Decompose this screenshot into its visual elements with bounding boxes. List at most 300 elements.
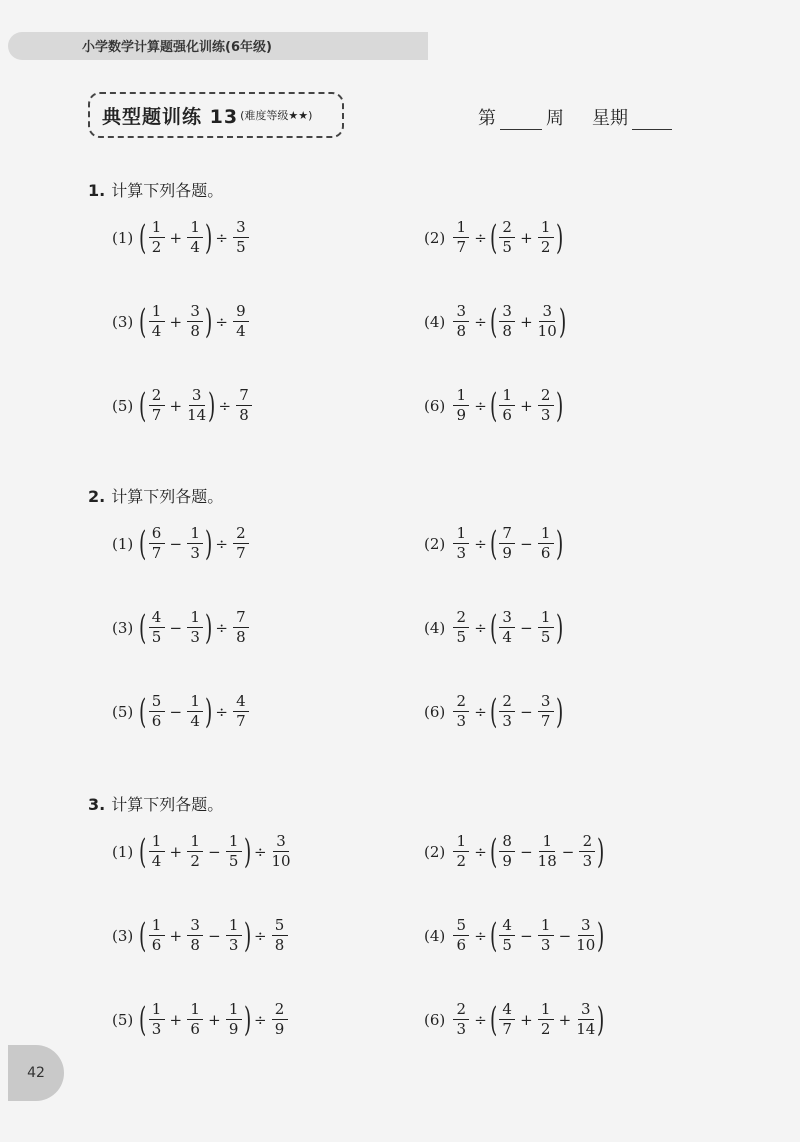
paren: ( bbox=[489, 217, 498, 258]
item-index: (3) bbox=[112, 926, 134, 945]
numerator: 5 bbox=[453, 918, 469, 936]
numerator: 3 bbox=[499, 304, 515, 322]
denominator: 6 bbox=[502, 406, 512, 424]
fraction bbox=[499, 834, 515, 869]
fraction bbox=[538, 526, 554, 561]
numerator: 1 bbox=[538, 918, 554, 936]
operator: ÷ bbox=[474, 926, 487, 945]
exercise-title-box bbox=[88, 92, 344, 138]
denominator: 5 bbox=[540, 628, 551, 646]
exercise-item bbox=[424, 915, 605, 956]
item-index: (1) bbox=[112, 534, 134, 553]
exercise-item bbox=[112, 831, 293, 872]
paren: ) bbox=[205, 217, 213, 258]
denominator: 6 bbox=[151, 712, 162, 730]
paren: ) bbox=[208, 385, 216, 426]
item-index: (5) bbox=[112, 1010, 134, 1029]
exercise-item bbox=[424, 999, 605, 1040]
fraction bbox=[233, 694, 249, 729]
numerator: 1 bbox=[149, 220, 165, 238]
denominator: 4 bbox=[236, 322, 246, 340]
fraction bbox=[499, 304, 515, 339]
fraction bbox=[453, 918, 469, 953]
numerator: 1 bbox=[149, 918, 165, 936]
paren: ( bbox=[139, 999, 147, 1040]
denominator: 9 bbox=[274, 1020, 285, 1038]
denominator: 14 bbox=[187, 406, 207, 424]
paren: ( bbox=[489, 385, 498, 426]
item-index: (6) bbox=[424, 702, 446, 721]
denominator: 8 bbox=[502, 322, 512, 340]
numerator: 2 bbox=[453, 694, 469, 712]
fraction bbox=[149, 304, 165, 339]
operator: ÷ bbox=[218, 396, 232, 415]
numerator: 9 bbox=[233, 304, 249, 322]
denominator: 8 bbox=[190, 322, 200, 340]
fraction bbox=[499, 526, 515, 561]
fraction bbox=[187, 304, 203, 339]
paren: ) bbox=[555, 523, 563, 564]
operator: ÷ bbox=[215, 702, 228, 721]
fraction bbox=[226, 1002, 242, 1037]
numerator: 1 bbox=[538, 526, 554, 544]
fraction bbox=[233, 526, 249, 561]
denominator: 7 bbox=[456, 238, 467, 256]
numerator: 3 bbox=[187, 918, 203, 936]
operator: ÷ bbox=[253, 842, 267, 861]
exercise-item bbox=[112, 301, 251, 342]
fraction bbox=[499, 220, 515, 255]
page-number: 42 bbox=[8, 1045, 64, 1101]
numerator: 4 bbox=[149, 610, 165, 628]
denominator: 3 bbox=[540, 406, 551, 424]
operator: − bbox=[169, 618, 183, 637]
exercise-title: 典型题训练 13 bbox=[102, 105, 239, 128]
weekday-blank[interactable] bbox=[632, 111, 672, 130]
denominator: 7 bbox=[236, 712, 246, 730]
paren: ( bbox=[489, 607, 498, 648]
operator: − bbox=[561, 842, 575, 861]
numerator: 1 bbox=[499, 388, 515, 406]
denominator: 6 bbox=[456, 936, 467, 954]
operator: − bbox=[169, 534, 183, 553]
denominator: 9 bbox=[502, 852, 512, 870]
numerator: 3 bbox=[499, 610, 515, 628]
exercise-item bbox=[112, 691, 251, 732]
numerator: 1 bbox=[538, 610, 554, 628]
denominator: 8 bbox=[190, 936, 200, 954]
paren: ( bbox=[139, 831, 147, 872]
numerator: 1 bbox=[187, 834, 203, 852]
operator: + bbox=[520, 1010, 533, 1029]
paren: ( bbox=[489, 301, 498, 342]
numerator: 2 bbox=[272, 1002, 288, 1020]
denominator: 4 bbox=[190, 238, 200, 256]
denominator: 3 bbox=[456, 544, 467, 562]
item-index: (4) bbox=[424, 618, 446, 637]
exercise-item bbox=[112, 999, 290, 1040]
numerator: 1 bbox=[453, 388, 469, 406]
fraction bbox=[453, 1002, 469, 1037]
section-heading bbox=[88, 792, 223, 815]
item-index: (6) bbox=[424, 396, 446, 415]
denominator: 4 bbox=[190, 712, 200, 730]
operator: − bbox=[520, 842, 533, 861]
numerator: 1 bbox=[149, 834, 165, 852]
numerator: 2 bbox=[579, 834, 595, 852]
numerator: 7 bbox=[236, 388, 252, 406]
paren: ( bbox=[489, 691, 498, 732]
fraction bbox=[453, 388, 469, 423]
item-index: (4) bbox=[424, 926, 446, 945]
fraction bbox=[187, 834, 203, 869]
operator: ÷ bbox=[215, 534, 228, 553]
paren: ( bbox=[139, 915, 147, 956]
fraction bbox=[272, 1002, 288, 1037]
denominator: 10 bbox=[271, 852, 291, 870]
paren: ) bbox=[243, 915, 251, 956]
operator: − bbox=[520, 534, 533, 553]
operator: + bbox=[208, 1010, 221, 1029]
operator: + bbox=[169, 228, 183, 247]
numerator: 3 bbox=[539, 304, 555, 322]
operator: ÷ bbox=[215, 228, 228, 247]
fraction bbox=[538, 220, 554, 255]
operator: + bbox=[169, 1010, 183, 1029]
paren: ( bbox=[139, 523, 147, 564]
item-index: (4) bbox=[424, 312, 446, 331]
denominator: 6 bbox=[190, 1020, 200, 1038]
denominator: 4 bbox=[151, 852, 162, 870]
fraction bbox=[538, 610, 554, 645]
denominator: 9 bbox=[228, 1020, 239, 1038]
fraction bbox=[272, 834, 291, 869]
paren: ( bbox=[139, 607, 147, 648]
paren: ) bbox=[558, 301, 567, 342]
paren: ( bbox=[489, 999, 498, 1040]
paren: ( bbox=[489, 831, 498, 872]
denominator: 3 bbox=[540, 936, 551, 954]
numerator: 7 bbox=[233, 610, 249, 628]
exercise-item bbox=[112, 217, 251, 258]
fraction bbox=[272, 918, 288, 953]
fraction bbox=[187, 220, 203, 255]
item-index: (5) bbox=[112, 396, 134, 415]
numerator: 1 bbox=[453, 220, 469, 238]
denominator: 2 bbox=[151, 238, 162, 256]
operator: − bbox=[208, 926, 221, 945]
numerator: 1 bbox=[149, 1002, 165, 1020]
fraction bbox=[576, 1002, 595, 1037]
denominator: 7 bbox=[151, 406, 162, 424]
operator: ÷ bbox=[474, 396, 487, 415]
section-heading bbox=[88, 484, 223, 507]
denominator: 5 bbox=[456, 628, 467, 646]
operator: ÷ bbox=[474, 228, 487, 247]
operator: + bbox=[169, 396, 183, 415]
fraction bbox=[149, 834, 165, 869]
section-instruction: 计算下列各题。 bbox=[111, 795, 224, 814]
operator: ÷ bbox=[215, 312, 228, 331]
numerator: 2 bbox=[538, 388, 554, 406]
paren: ( bbox=[489, 523, 498, 564]
numerator: 6 bbox=[149, 526, 165, 544]
numerator: 3 bbox=[273, 834, 289, 852]
fraction bbox=[233, 304, 249, 339]
paren: ) bbox=[243, 831, 251, 872]
exercise-item bbox=[112, 915, 290, 956]
fraction bbox=[149, 610, 165, 645]
numerator: 2 bbox=[499, 694, 515, 712]
denominator: 2 bbox=[190, 852, 200, 870]
fraction bbox=[499, 388, 515, 423]
numerator: 4 bbox=[499, 918, 515, 936]
section-instruction: 计算下列各题。 bbox=[111, 487, 224, 506]
denominator: 3 bbox=[228, 936, 239, 954]
fraction bbox=[499, 918, 515, 953]
denominator: 3 bbox=[582, 852, 593, 870]
denominator: 4 bbox=[151, 322, 162, 340]
denominator: 10 bbox=[537, 322, 557, 340]
numerator: 1 bbox=[539, 834, 555, 852]
fraction bbox=[149, 526, 165, 561]
denominator: 2 bbox=[540, 1020, 551, 1038]
operator: ÷ bbox=[253, 1010, 267, 1029]
fraction bbox=[453, 694, 469, 729]
operator: ÷ bbox=[215, 618, 228, 637]
numerator: 1 bbox=[187, 526, 203, 544]
denominator: 10 bbox=[576, 936, 596, 954]
denominator: 18 bbox=[537, 852, 557, 870]
operator: − bbox=[520, 926, 533, 945]
numerator: 3 bbox=[453, 304, 469, 322]
paren: ) bbox=[597, 999, 605, 1040]
week-zhou: 周 bbox=[546, 108, 564, 129]
section-number: 1. bbox=[88, 181, 106, 200]
exercise-item bbox=[112, 385, 254, 426]
exercise-item bbox=[112, 607, 251, 648]
fraction bbox=[187, 1002, 203, 1037]
operator: + bbox=[169, 926, 183, 945]
denominator: 3 bbox=[502, 712, 512, 730]
numerator: 1 bbox=[149, 304, 165, 322]
numerator: 1 bbox=[226, 918, 242, 936]
fraction bbox=[453, 526, 469, 561]
numerator: 1 bbox=[187, 610, 203, 628]
numerator: 5 bbox=[272, 918, 288, 936]
fraction bbox=[499, 1002, 515, 1037]
denominator: 6 bbox=[151, 936, 162, 954]
fraction bbox=[233, 610, 249, 645]
book-title: 小学数学计算题强化训练(6年级) bbox=[82, 40, 272, 55]
denominator: 3 bbox=[190, 544, 200, 562]
denominator: 5 bbox=[502, 238, 512, 256]
item-index: (1) bbox=[112, 842, 134, 861]
denominator: 5 bbox=[236, 238, 246, 256]
operator: ÷ bbox=[474, 842, 487, 861]
paren: ( bbox=[139, 691, 147, 732]
operator: ÷ bbox=[474, 702, 487, 721]
denominator: 7 bbox=[151, 544, 162, 562]
item-index: (6) bbox=[424, 1010, 446, 1029]
operator: ÷ bbox=[474, 618, 487, 637]
fraction bbox=[453, 610, 469, 645]
fraction bbox=[149, 388, 165, 423]
exercise-item bbox=[112, 523, 251, 564]
paren: ) bbox=[243, 999, 251, 1040]
operator: ÷ bbox=[474, 1010, 487, 1029]
item-index: (2) bbox=[424, 842, 446, 861]
fraction bbox=[499, 694, 515, 729]
numerator: 1 bbox=[453, 526, 469, 544]
paren: ) bbox=[555, 217, 563, 258]
denominator: 9 bbox=[502, 544, 512, 562]
fraction bbox=[226, 918, 242, 953]
item-index: (5) bbox=[112, 702, 134, 721]
numerator: 5 bbox=[149, 694, 165, 712]
denominator: 8 bbox=[239, 406, 249, 424]
exercise-item bbox=[424, 217, 563, 258]
fraction bbox=[538, 918, 554, 953]
exercise-item bbox=[424, 607, 563, 648]
numerator: 1 bbox=[226, 1002, 242, 1020]
operator: + bbox=[520, 396, 533, 415]
denominator: 3 bbox=[190, 628, 200, 646]
fraction bbox=[187, 610, 203, 645]
fraction bbox=[538, 388, 554, 423]
numerator: 1 bbox=[453, 834, 469, 852]
operator: ÷ bbox=[474, 534, 487, 553]
denominator: 2 bbox=[540, 238, 551, 256]
denominator: 2 bbox=[456, 852, 467, 870]
numerator: 8 bbox=[499, 834, 515, 852]
fraction bbox=[579, 834, 595, 869]
item-index: (3) bbox=[112, 618, 134, 637]
denominator: 5 bbox=[502, 936, 512, 954]
numerator: 3 bbox=[538, 694, 554, 712]
numerator: 3 bbox=[578, 918, 594, 936]
denominator: 8 bbox=[236, 628, 246, 646]
exercise-item bbox=[424, 831, 605, 872]
week-blank[interactable] bbox=[500, 111, 542, 130]
denominator: 9 bbox=[456, 406, 467, 424]
fraction bbox=[499, 610, 515, 645]
section-instruction: 计算下列各题。 bbox=[111, 181, 224, 200]
fraction bbox=[538, 834, 557, 869]
denominator: 3 bbox=[456, 712, 467, 730]
denominator: 3 bbox=[456, 1020, 467, 1038]
operator: − bbox=[520, 618, 533, 637]
denominator: 6 bbox=[540, 544, 551, 562]
item-index: (2) bbox=[424, 534, 446, 553]
difficulty-label: (难度等级★★) bbox=[240, 109, 313, 122]
numerator: 2 bbox=[149, 388, 165, 406]
exercise-item bbox=[424, 301, 567, 342]
numerator: 3 bbox=[233, 220, 249, 238]
fraction bbox=[453, 220, 469, 255]
paren: ( bbox=[489, 915, 498, 956]
section-number: 3. bbox=[88, 795, 106, 814]
denominator: 7 bbox=[502, 1020, 512, 1038]
item-index: (3) bbox=[112, 312, 134, 331]
fraction bbox=[149, 918, 165, 953]
fraction bbox=[538, 694, 554, 729]
denominator: 4 bbox=[502, 628, 512, 646]
paren: ) bbox=[555, 385, 563, 426]
operator: − bbox=[520, 702, 533, 721]
week-day-fill bbox=[478, 104, 676, 130]
operator: ÷ bbox=[253, 926, 267, 945]
numerator: 3 bbox=[189, 388, 205, 406]
paren: ) bbox=[205, 301, 213, 342]
numerator: 1 bbox=[538, 220, 554, 238]
denominator: 14 bbox=[576, 1020, 596, 1038]
fraction bbox=[538, 1002, 554, 1037]
exercise-item bbox=[424, 691, 563, 732]
fraction bbox=[149, 1002, 165, 1037]
fraction bbox=[187, 526, 203, 561]
numerator: 1 bbox=[226, 834, 242, 852]
denominator: 8 bbox=[274, 936, 285, 954]
section-number: 2. bbox=[88, 487, 106, 506]
fraction bbox=[453, 304, 469, 339]
numerator: 7 bbox=[499, 526, 515, 544]
paren: ) bbox=[205, 523, 213, 564]
paren: ( bbox=[139, 385, 147, 426]
paren: ) bbox=[205, 607, 213, 648]
numerator: 1 bbox=[187, 1002, 203, 1020]
numerator: 2 bbox=[453, 610, 469, 628]
denominator: 8 bbox=[456, 322, 467, 340]
paren: ) bbox=[205, 691, 213, 732]
numerator: 1 bbox=[538, 1002, 554, 1020]
fraction bbox=[187, 694, 203, 729]
operator: ÷ bbox=[474, 312, 487, 331]
paren: ( bbox=[139, 217, 147, 258]
denominator: 5 bbox=[151, 628, 162, 646]
fraction bbox=[149, 220, 165, 255]
paren: ) bbox=[597, 915, 605, 956]
operator: − bbox=[208, 842, 221, 861]
operator: + bbox=[169, 842, 183, 861]
item-index: (2) bbox=[424, 228, 446, 247]
section-heading bbox=[88, 178, 223, 201]
week-di: 第 bbox=[478, 108, 496, 129]
operator: − bbox=[169, 702, 183, 721]
numerator: 2 bbox=[453, 1002, 469, 1020]
fraction bbox=[236, 388, 252, 423]
numerator: 3 bbox=[578, 1002, 594, 1020]
numerator: 1 bbox=[187, 220, 203, 238]
operator: − bbox=[558, 926, 572, 945]
fraction bbox=[233, 220, 249, 255]
fraction bbox=[576, 918, 595, 953]
item-index: (1) bbox=[112, 228, 134, 247]
fraction bbox=[538, 304, 557, 339]
fraction bbox=[226, 834, 242, 869]
fraction bbox=[187, 388, 206, 423]
numerator: 2 bbox=[499, 220, 515, 238]
numerator: 3 bbox=[187, 304, 203, 322]
fraction bbox=[187, 918, 203, 953]
denominator: 3 bbox=[151, 1020, 162, 1038]
numerator: 1 bbox=[187, 694, 203, 712]
numerator: 4 bbox=[233, 694, 249, 712]
operator: + bbox=[520, 312, 533, 331]
paren: ) bbox=[597, 831, 605, 872]
operator: + bbox=[520, 228, 533, 247]
paren: ( bbox=[139, 301, 147, 342]
